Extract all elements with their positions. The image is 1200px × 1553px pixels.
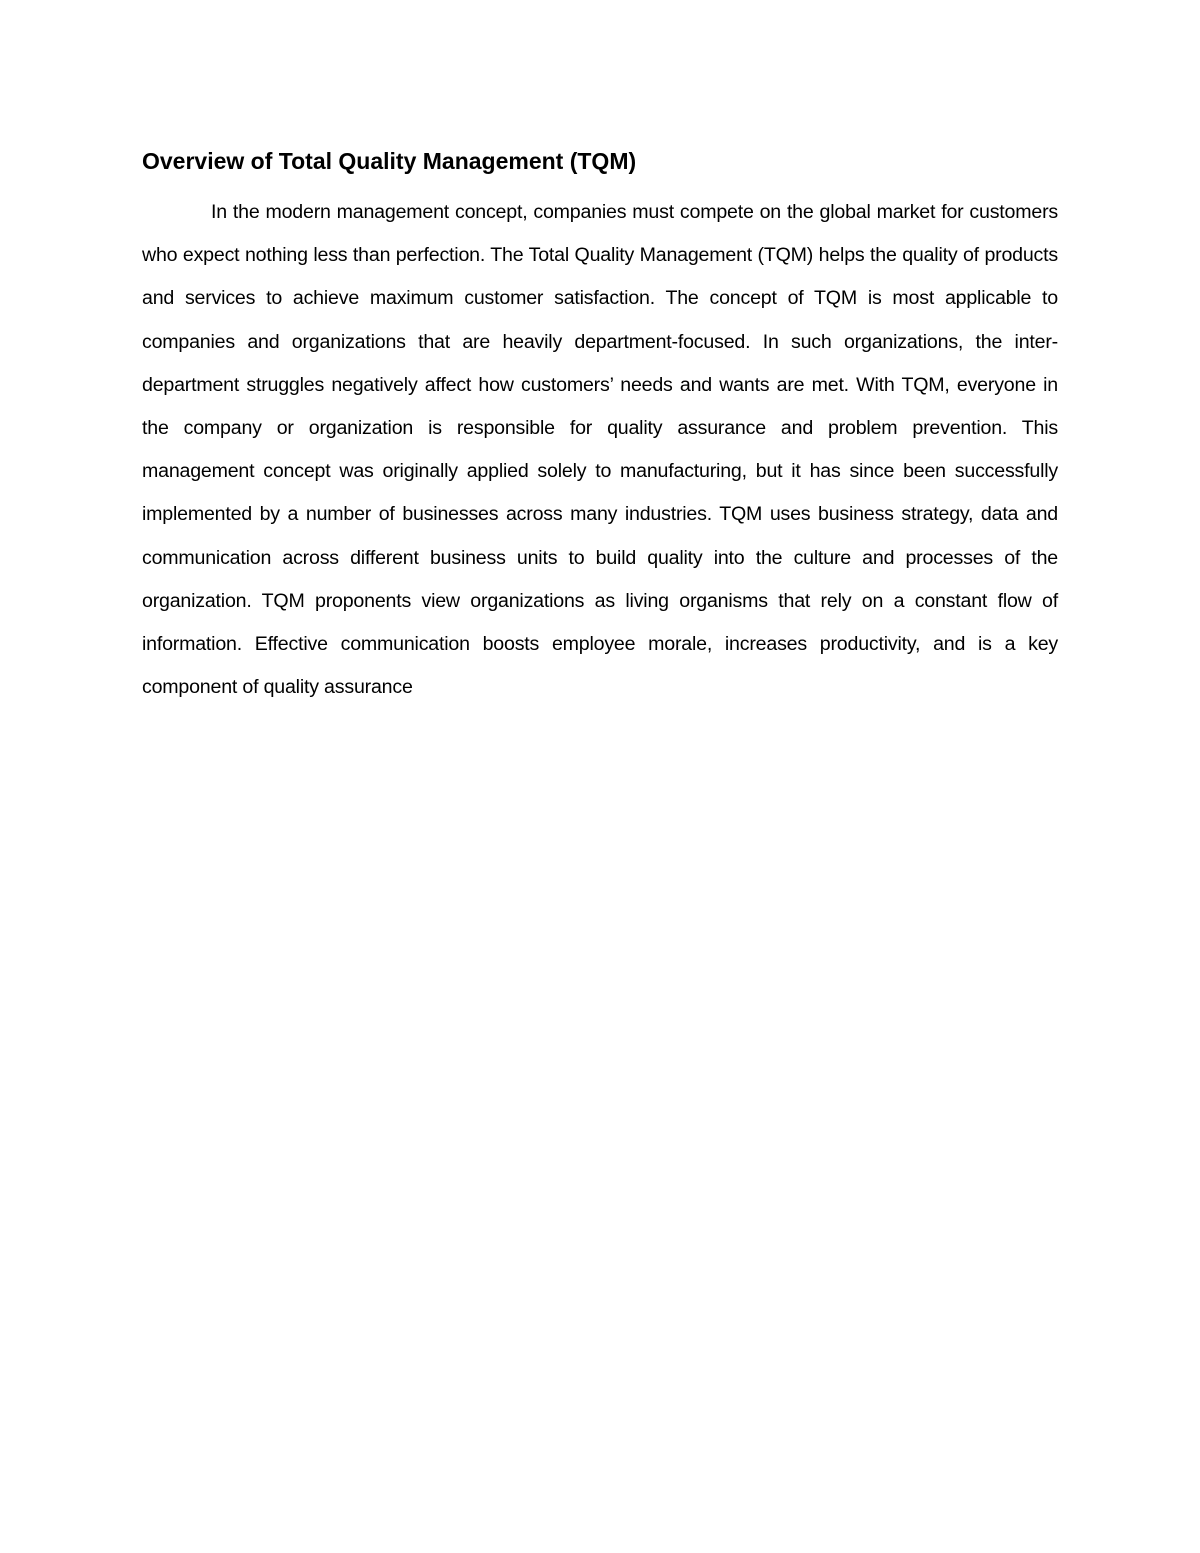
- body-paragraph: In the modern management concept, companies must compete on the global market for customers who expect nothing less than perfection. The Total Quality Management (TQM) helps the quality of products and services to achieve maximum customer satisfaction. The concept of TQM is most applicable to companies and organizations that are heavily department-focused. In such organizations, the inter-department struggles negatively affect how customers’ needs and wants are met. With TQM, everyone in the company or organization is responsible for quality assurance and problem prevention. This management concept was originally applied solely to manufacturing, but it has since been successfully implemented by a number of businesses across many industries. TQM uses business strategy, data and communication across different business units to build quality into the culture and processes of the organization. TQM proponents view organizations as living organisms that rely on a constant flow of information. Effective communication boosts employee morale, increases productivity, and is a key component of quality assurance: [142, 201, 1058, 699]
- document-title: Overview of Total Quality Management (TQM): [142, 148, 637, 174]
- document-body: [142, 142, 1058, 709]
